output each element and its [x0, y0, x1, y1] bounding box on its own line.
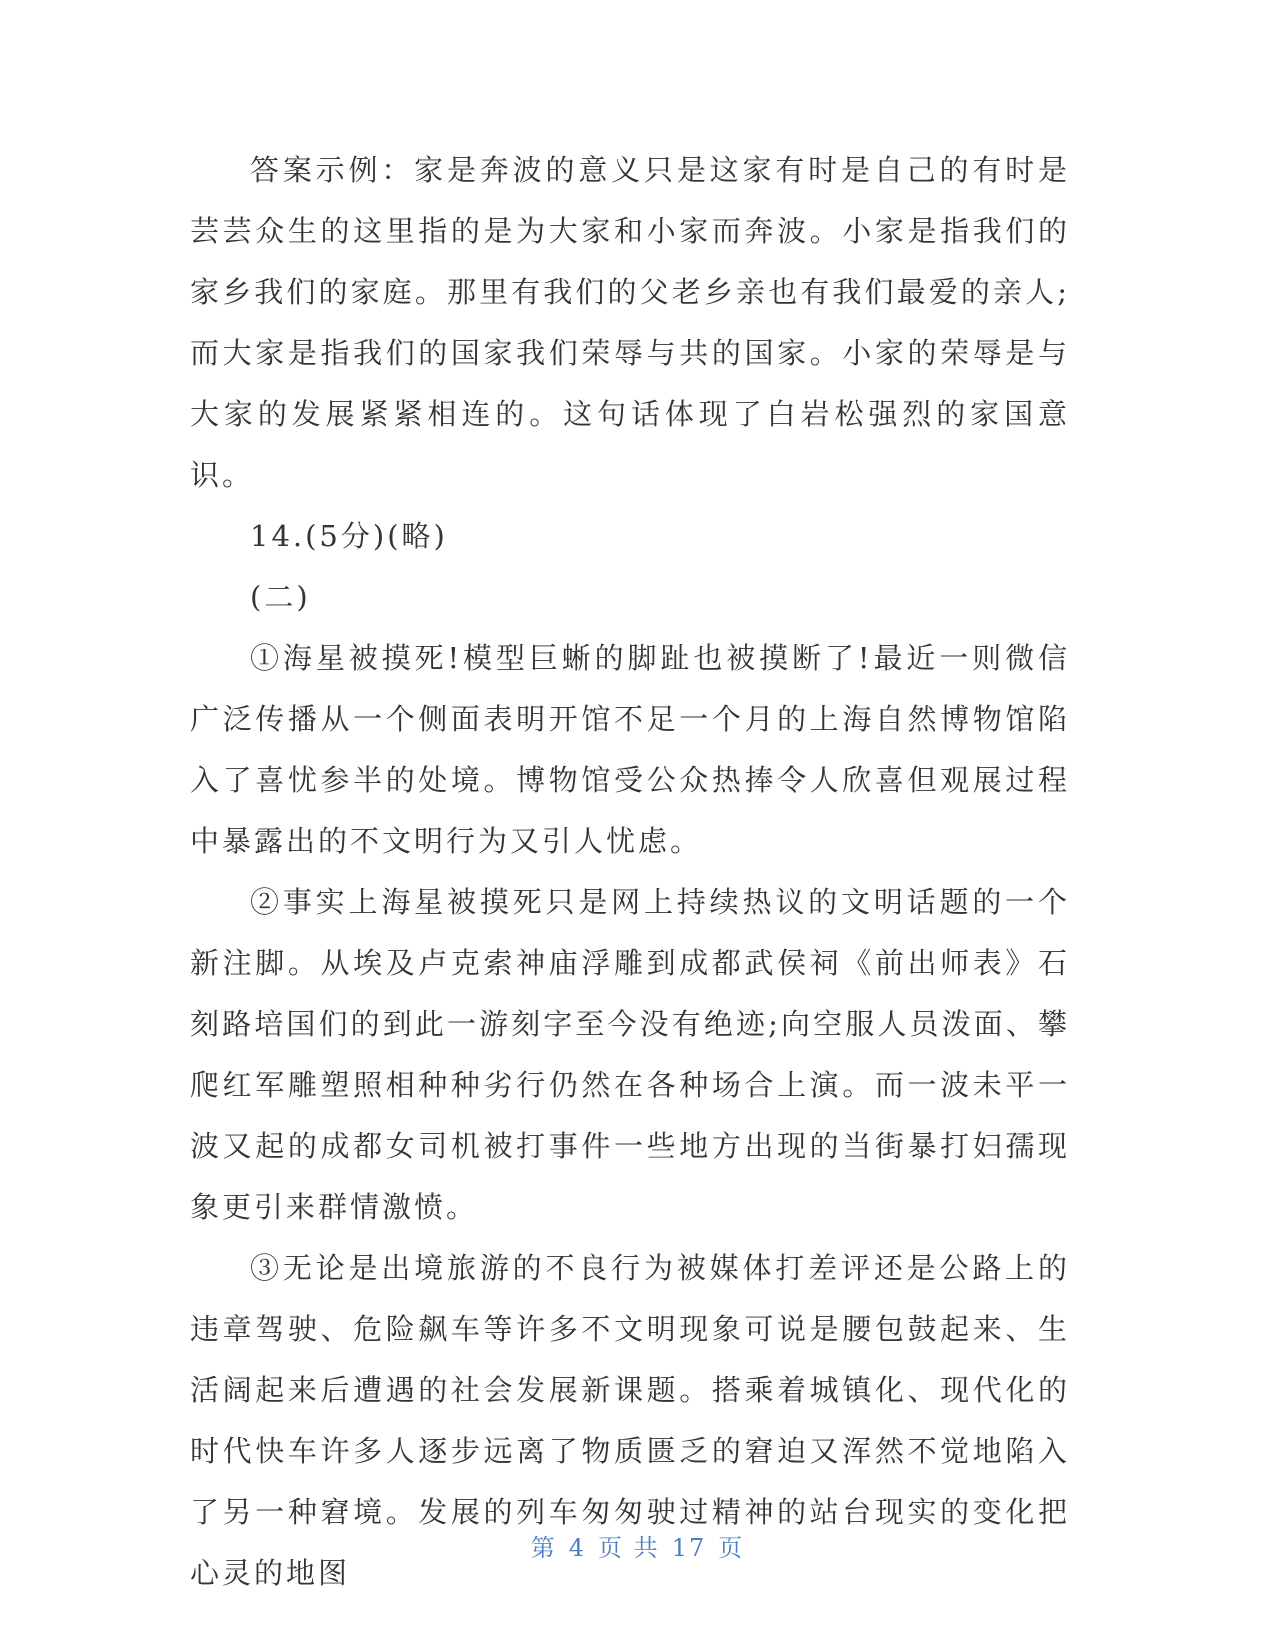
section-heading: (二): [250, 580, 311, 614]
footer-suffix: 页: [718, 1534, 745, 1562]
question-14-line: 14.(5分)(略): [250, 519, 448, 553]
document-body: [190, 140, 1070, 1604]
paragraph-3: ③无论是出境旅游的不良行为被媒体打差评还是公路上的违章驾驶、危险飙车等许多不文明现象可说是腰包鼓起来、生活阔起来后遭遇的社会发展新课题。搭乘着城镇化、现代化的时代快车许多人逐步远离了物质匮乏的窘迫又浑然不觉地陷入了另一种窘境。发展的列车匆匆驶过精神的站台现实的变化把心灵的地图: [190, 1251, 1070, 1590]
footer-page-number: 4: [568, 1534, 587, 1562]
footer-middle: 页 共: [598, 1534, 660, 1562]
paragraph-1: ①海星被摸死!模型巨蜥的脚趾也被摸断了!最近一则微信广泛传播从一个侧面表明开馆不足一个月的上海自然博物馆陷入了喜忧参半的处境。博物馆受公众热捧令人欣喜但观展过程中暴露出的不文明行为又引人忧虑。: [190, 641, 1070, 858]
page-footer: [0, 1528, 1275, 1563]
answer-example-paragraph: 答案示例：家是奔波的意义只是这家有时是自己的有时是芸芸众生的这里指的是为大家和小家而奔波。小家是指我们的家乡我们的家庭。那里有我们的父老乡亲也有我们最爱的亲人;而大家是指我们的国家我们荣辱与共的国家。小家的荣辱是与大家的发展紧紧相连的。这句话体现了白岩松强烈的家国意识。: [190, 153, 1070, 492]
footer-total-pages: 17: [671, 1534, 707, 1562]
footer-prefix: 第: [530, 1534, 557, 1562]
paragraph-2: ②事实上海星被摸死只是网上持续热议的文明话题的一个新注脚。从埃及卢克索神庙浮雕到成都武侯祠《前出师表》石刻路培国们的到此一游刻字至今没有绝迹;向空服人员泼面、攀爬红军雕塑照相种种劣行仍然在各种场合上演。而一波未平一波又起的成都女司机被打事件一些地方出现的当街暴打妇孺现象更引来群情激愤。: [190, 885, 1070, 1224]
